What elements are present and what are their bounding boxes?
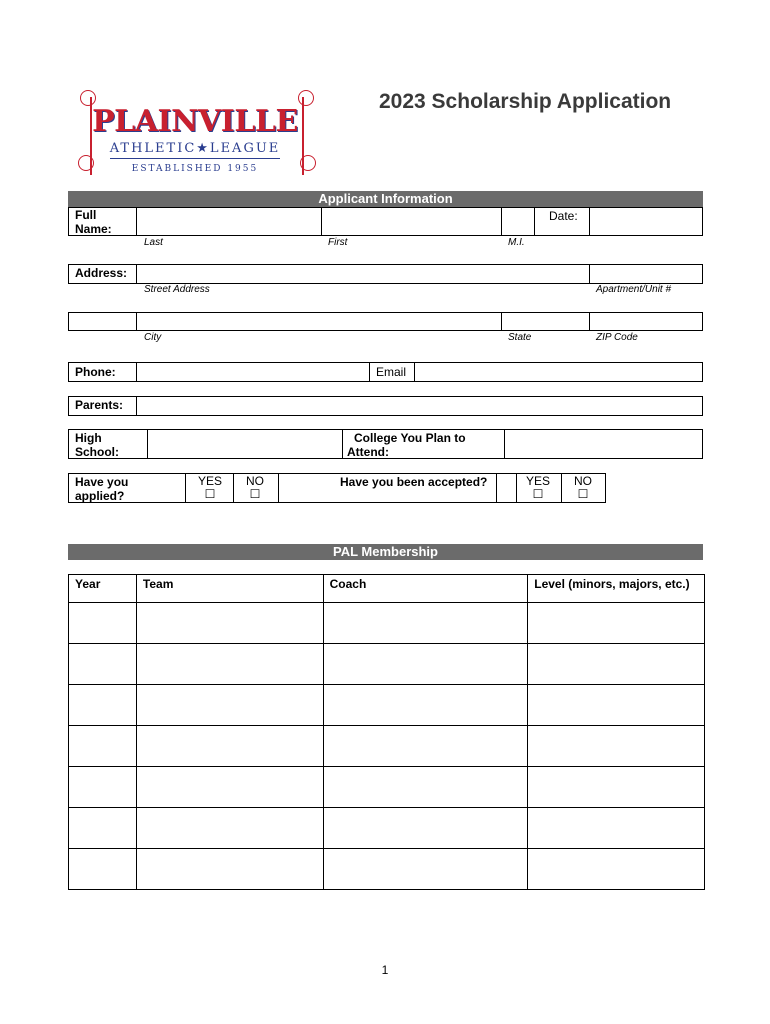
level-cell-input[interactable] bbox=[528, 685, 705, 726]
coach-cell-input[interactable] bbox=[323, 644, 528, 685]
year-cell-input[interactable] bbox=[69, 767, 137, 808]
coach-cell-input[interactable] bbox=[323, 603, 528, 644]
accepted-label: Have you been accepted? bbox=[340, 475, 488, 489]
logo-name: PLAINVILLE bbox=[92, 104, 298, 139]
first-name-input[interactable] bbox=[321, 208, 500, 235]
zip-caption: ZIP Code bbox=[596, 332, 638, 343]
logo-subtitle: ATHLETIC★LEAGUE bbox=[109, 141, 281, 156]
level-cell-input[interactable] bbox=[528, 849, 705, 890]
applied-yes-checkbox[interactable]: ☐ bbox=[204, 487, 216, 501]
table-row bbox=[69, 685, 705, 726]
team-cell-input[interactable] bbox=[136, 726, 323, 767]
accepted-yes-label: YES bbox=[525, 474, 550, 488]
high-school-input[interactable] bbox=[147, 430, 340, 458]
table-row bbox=[69, 767, 705, 808]
team-cell-input[interactable] bbox=[136, 808, 323, 849]
level-cell-input[interactable] bbox=[528, 767, 705, 808]
city-input[interactable] bbox=[136, 313, 500, 330]
coach-cell-input[interactable] bbox=[323, 767, 528, 808]
table-row bbox=[69, 726, 705, 767]
street-caption: Street Address bbox=[144, 284, 210, 295]
team-cell-input[interactable] bbox=[136, 767, 323, 808]
logo-divider bbox=[110, 158, 280, 159]
first-caption: First bbox=[328, 237, 348, 248]
page-number: 1 bbox=[381, 963, 389, 977]
date-label: Date: bbox=[549, 209, 578, 223]
table-row bbox=[69, 849, 705, 890]
column-header-level: Level (minors, majors, etc.) bbox=[528, 575, 705, 603]
apartment-caption: Apartment/Unit # bbox=[596, 284, 672, 295]
state-input[interactable] bbox=[501, 313, 588, 330]
team-cell-input[interactable] bbox=[136, 685, 323, 726]
last-name-input[interactable] bbox=[136, 208, 320, 235]
team-cell-input[interactable] bbox=[136, 603, 323, 644]
column-header-year: Year bbox=[69, 575, 137, 603]
logo-established: ESTABLISHED 1955 bbox=[131, 164, 259, 174]
middle-initial-input[interactable] bbox=[501, 208, 533, 235]
applied-no-label: NO bbox=[246, 474, 264, 488]
state-caption: State bbox=[508, 332, 532, 343]
city-caption: City bbox=[144, 332, 162, 343]
section-header-membership: PAL Membership bbox=[68, 544, 703, 560]
applied-yes-label: YES bbox=[197, 474, 222, 488]
accepted-no-label: NO bbox=[574, 474, 592, 488]
mi-caption: M.I. bbox=[508, 237, 525, 248]
coach-cell-input[interactable] bbox=[323, 726, 528, 767]
year-cell-input[interactable] bbox=[69, 603, 137, 644]
column-header-coach: Coach bbox=[323, 575, 528, 603]
column-header-team: Team bbox=[136, 575, 323, 603]
year-cell-input[interactable] bbox=[69, 726, 137, 767]
high-school-label: High School: bbox=[75, 431, 119, 459]
level-cell-input[interactable] bbox=[528, 726, 705, 767]
coach-cell-input[interactable] bbox=[323, 685, 528, 726]
email-label: Email bbox=[376, 365, 407, 379]
level-cell-input[interactable] bbox=[528, 644, 705, 685]
table-row bbox=[69, 808, 705, 849]
parents-label: Parents: bbox=[75, 398, 124, 412]
coach-cell-input[interactable] bbox=[323, 808, 528, 849]
apartment-input[interactable] bbox=[589, 265, 702, 283]
year-cell-input[interactable] bbox=[69, 685, 137, 726]
email-input[interactable] bbox=[414, 363, 702, 381]
phone-input[interactable] bbox=[136, 363, 368, 381]
page-title: 2023 Scholarship Application bbox=[379, 90, 672, 113]
parents-input[interactable] bbox=[136, 397, 702, 415]
year-cell-input[interactable] bbox=[69, 644, 137, 685]
table-header-row bbox=[69, 575, 705, 603]
accepted-yes-checkbox[interactable]: ☐ bbox=[532, 487, 544, 501]
section-header-applicant: Applicant Information bbox=[68, 191, 703, 207]
street-address-input[interactable] bbox=[136, 265, 588, 283]
date-input[interactable] bbox=[589, 208, 702, 235]
phone-label: Phone: bbox=[75, 365, 116, 379]
accepted-no-checkbox[interactable]: ☐ bbox=[577, 487, 589, 501]
full-name-label: Full Name: bbox=[75, 208, 112, 236]
table-row bbox=[69, 603, 705, 644]
level-cell-input[interactable] bbox=[528, 603, 705, 644]
applied-no-checkbox[interactable]: ☐ bbox=[249, 487, 261, 501]
table-row bbox=[69, 644, 705, 685]
college-label: College You Plan to Attend: bbox=[347, 431, 466, 459]
team-cell-input[interactable] bbox=[136, 849, 323, 890]
team-cell-input[interactable] bbox=[136, 644, 323, 685]
address-label: Address: bbox=[75, 266, 128, 280]
college-input[interactable] bbox=[504, 430, 702, 458]
year-cell-input[interactable] bbox=[69, 849, 137, 890]
level-cell-input[interactable] bbox=[528, 808, 705, 849]
applied-label: Have you applied? bbox=[75, 475, 129, 503]
year-cell-input[interactable] bbox=[69, 808, 137, 849]
coach-cell-input[interactable] bbox=[323, 849, 528, 890]
zip-input[interactable] bbox=[589, 313, 702, 330]
membership-table bbox=[68, 574, 705, 890]
last-caption: Last bbox=[144, 237, 163, 248]
